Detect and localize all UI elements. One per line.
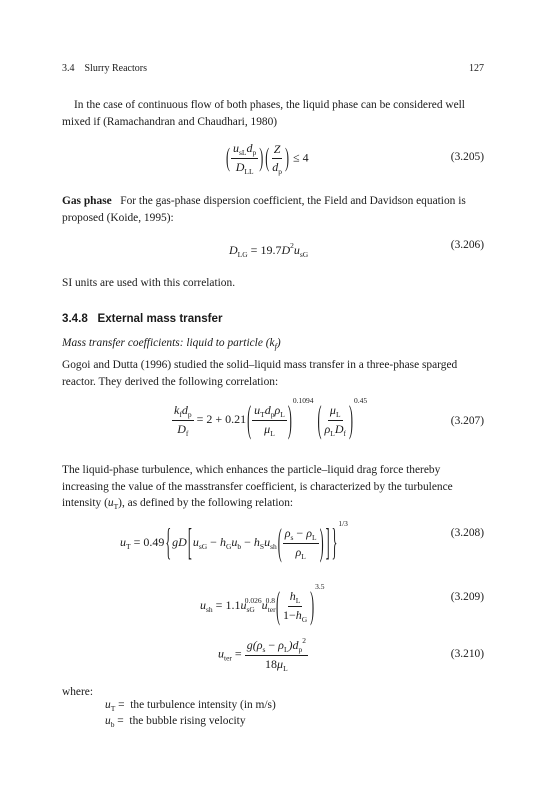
definition-row: $u_T$ = the turbulence intensity (in m/s)	[105, 699, 276, 713]
para3-part-a: The liquid-phase turbulence, which enhances the particle–liquid drag force thereby increasing the value of the masstransfer coefficient, is characterized by the turbulence intensity (	[62, 464, 453, 509]
subsection-title: Mass transfer coefficients: liquid to particle $(k_f)$	[62, 337, 281, 351]
definition-symbol-subscript: b	[110, 720, 115, 729]
equation-3-206: $D_{LG} = 19.7D^2u_{sG}$	[229, 241, 309, 259]
running-header: 3.4 Slurry Reactors	[62, 63, 147, 74]
equation-number-3-210: (3.210)	[450, 648, 484, 660]
eq-3-209-exponent-1: 0.026	[244, 596, 262, 605]
si-units-note: SI units are used with this correlation.	[62, 277, 236, 289]
eq-3-209-exponent-3: 3.5	[315, 582, 325, 591]
equation-3-210: $u_{ter}$ = $\frac{g(\rho_s - \rho_L)d_p^2}{18\mu_L}$	[218, 636, 307, 673]
eq-3-209-coef: = 1.1	[215, 598, 241, 612]
equation-number-3-205: (3.205)	[450, 151, 484, 163]
section-number: 3.4.8	[62, 312, 88, 325]
eq-3-205-rhs: ≤ 4	[293, 150, 309, 165]
eq-3-208-coef: = 0.49	[133, 535, 165, 549]
equation-number-3-209: (3.209)	[450, 591, 484, 603]
definition-symbol: u	[105, 699, 111, 711]
paragraph-turbulence: The liquid-phase turbulence, which enhances the particle–liquid drag force thereby increasing the value of the masstransfer coefficient, is characterized by the turbulence intensity $(u_T)$, as defined by the following relation:	[62, 464, 453, 511]
eq-3-208-exponent: 1/3	[338, 519, 348, 528]
equation-number-3-208: (3.208)	[450, 527, 484, 539]
eq-3-206-coef: = 19.7	[250, 243, 282, 257]
subsection-title-text: Mass transfer coefficients: liquid to particle (k	[62, 337, 275, 349]
page-number: 127	[469, 63, 484, 74]
definition-row: $u_b$ = the bubble rising velocity	[105, 715, 246, 729]
equation-number-3-207: (3.207)	[450, 415, 484, 427]
gas-phase-label: Gas phase	[62, 195, 112, 207]
eq-3-207-exponent-1: 0.1094	[292, 396, 314, 405]
section-title: External mass transfer	[97, 312, 223, 325]
para3-part-b: ), as defined by the following relation:	[118, 497, 294, 509]
equation-3-205: ( $\frac{u_{sL}d_p}{D_{LL}}$ ) ( $\frac{Z}{d_p}$ ) ≤ 4	[226, 141, 309, 176]
definition-text: the bubble rising velocity	[129, 715, 246, 727]
eq-3-209-exponent-2: 0.8	[265, 596, 275, 605]
where-label: where:	[62, 686, 93, 698]
eq-3-207-const: = 2 + 0.21	[196, 412, 247, 426]
paragraph-gogoi-dutta: Gogoi and Dutta (1996) studied the solid–liquid mass transfer in a three-phase sparged reactor. They derived the following correlation:	[62, 359, 458, 388]
paragraph-gas-phase	[62, 193, 484, 226]
section-heading	[62, 312, 223, 325]
gas-phase-text: For the gas-phase dispersion coefficient, the Field and Davidson equation is proposed (Koide, 1995):	[62, 195, 466, 224]
paragraph-continuous-flow: In the case of continuous flow of both phases, the liquid phase can be considered well mixed if (Ramachandran and Chaudhari, 1980)	[62, 99, 465, 128]
equation-3-207: $\frac{k_fd_p}{D_f}$ = 2 + 0.21( $\frac{u_Td_p\rho_L}{\mu_L}$ )$^{0.1094}$ ( $\frac{\mu_L}{\rho_LD_f}$ )$^{0.45}$	[174, 396, 368, 442]
definition-text: the turbulence intensity (in m/s)	[130, 699, 276, 711]
eq-3-210-denominator: 18	[265, 657, 278, 671]
eq-3-207-exponent-2: 0.45	[353, 396, 368, 405]
equation-3-209: $u_{sh} = 1.1u_{sG}^{0.026}u_{ter}^{0.8}$( $\frac{h_L}{1-h_G}$ )$^{3.5}$	[200, 582, 325, 628]
definition-symbol-subscript: T	[110, 704, 116, 713]
equation-number-3-206: (3.206)	[450, 239, 484, 251]
definition-symbol: u	[105, 715, 111, 727]
equation-3-208: $u_T = 0.49\{gD[u_{sG} - h_Gu_b - h_Su_{sh}$( $\frac{\rho_s - \rho_L}{\rho_L}$ ) ] }$^{1/3}$	[120, 519, 348, 565]
